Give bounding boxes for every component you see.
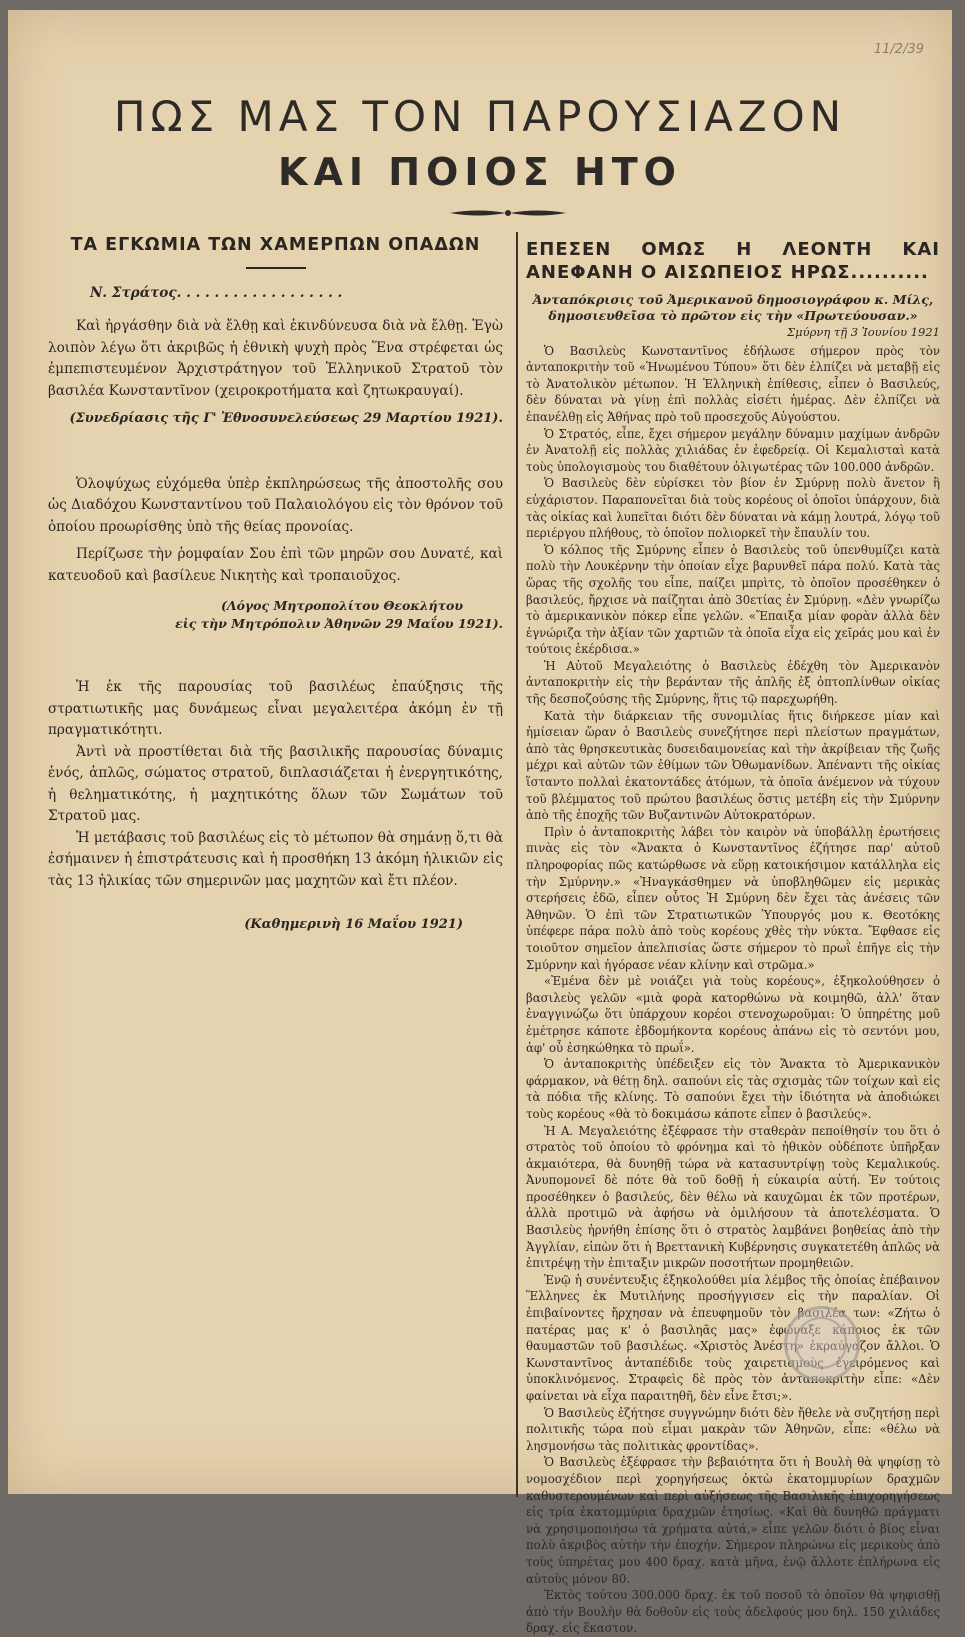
left-paragraph-3: Περίζωσε τὴν ῥομφαίαν Σου ἐπὶ τῶν μηρῶν σου Δυνατέ, καὶ κατευοδοῦ καὶ βασίλευε Νικητὴς καὶ τροπαιοῦχος.: [48, 546, 503, 584]
left-source-1: (Συνεδρίασις τῆς Γ' Ἐθνοσυνελεύσεως 29 Μαρτίου 1921).: [69, 411, 503, 426]
right-paragraph: Ἡ Α. Μεγαλειότης ἐξέφρασε τὴν σταθερὰν πεποίθησίν του ὅτι ὁ στρατὸς τοῦ ὁποίου τὸ φρόνημα καὶ τὸ ἠθικὸν οὐδέποτε ὑπῆρξαν ἀκμαιότερα, θὰ δυνηθῇ τώρα νὰ κατασυντρίψῃ τοὺς Κεμαλικούς. Ἀνυπομονεῖ δὲ πότε θὰ τοῦ δοθῇ ἡ εὐκαιρία αὐτή. Ἐν τούτοις προσέθηκεν ὁ βασιλεύς, δὲν θέλω νὰ καυχῶμαι ἐκ τῶν προτέρων, ἀλλὰ προτιμῶ νὰ ἀφήσω νὰ ὁμιλήσουν τὰ ἀποτελέσματα. Ὁ Βασιλεὺς ἠρνήθη ἐπίσης ὅτι ὁ στρατὸς λαμβάνει βοηθείας ἀπὸ τὴν Ἀγγλίαν, εἰπὼν ὅτι ἡ Βρεττανικὴ Κυβέρνησις συγκατετέθη ἁπλῶς νὰ ἐπιτρέψῃ τὴν ἐπιταξιν μικρῶν ποσοτήτων προμηθειῶν.: [526, 1123, 940, 1271]
right-paragraph: Ἐνῷ ἡ συνέντευξις ἐξηκολούθει μία λέμβος τῆς ὁποίας ἐπέβαινον Ἕλληνες ἐκ Μυτιλήνης προσήγγισεν εἰς τὴν παραλίαν. Οἱ ἐπιβαίνοντες ἤρχησαν νὰ ἐπευφημοῦν τὸν βασιλέα των: «Ζήτω ὁ πατέρας μας κ' ὁ βασιληᾶς μας» ἐφώναξε κάποιος ἐκ τῶν θαυμαστῶν τοῦ βασιλέως. «Χριστὸς Ἀνέστη» ἐκραύγαζον ἄλλοι. Ὁ Κωνσταντῖνος ἀνταπέδιδε τοὺς χαιρετισμοὺς ἐγειρόμενος καὶ ὑποκλινόμενος. Στραφεὶς δὲ πρὸς τὸν ἀνταποκριτὴν εἶπε: «Δὲν φαίνεται νὰ εἶχα παραιτηθῆ, δὲν εἶνε ἔτσι;».: [526, 1272, 940, 1403]
left-source-2b: εἰς τὴν Μητρόπολιν Ἀθηνῶν 29 Μαΐου 1921).: [175, 616, 503, 631]
right-paragraph: Ὁ Βασιλεὺς Κωνσταντῖνος ἐδήλωσε σήμερον πρὸς τὸν ἀνταποκριτὴν τοῦ «Ἡνωμένου Τύπου» ὅτι δὲν ἐλπίζει νὰ μεταβῇ εἰς τὸ Ἀνατολικὸν μέτωπον. Ἡ Ἑλληνικὴ ἐπίθεσις, εἶπεν ὁ Βασιλεύς, δὲν δύναται νὰ γίνῃ ἐπὶ πολλὰς εἰσέτι ἡμέρας. Δὲν ἐλπίζει νὰ ἐπανέλθῃ εἰς Ἀθήνας πρὸ τοῦ προσεχοῦς Αὐγούστου.: [526, 343, 940, 424]
right-section-title: ΕΠΕΣΕΝ ΟΜΩΣ Η ΛΕΟΝΤΗ ΚΑΙ ΑΝΕΦΑΝΗ Ο ΑΙΣΩΠΕΙΟΣ ΗΡΩΣ..........: [526, 239, 940, 283]
left-source-2a: (Λόγος Μητροπολίτου Θεοκλήτου: [220, 598, 463, 613]
archive-seal-icon: [784, 1306, 860, 1382]
right-column: [526, 238, 940, 1637]
right-paragraph: Κατὰ τὴν διάρκειαν τῆς συνομιλίας ἥτις διήρκεσε μίαν καὶ ἡμίσειαν ὥραν ὁ Βασιλεὺς συνεζήτησε περὶ πλείστων πραγμάτων, ἀπὸ τὰς θρησκευτικὰς δυσειδαιμονείας καὶ τὴν ἀκρίβειαν τῆς ζωῆς μέχρι καὶ αὐτῶν τῶν ἐθίμων τῶν Ὀθωμανίδων. Ἀπέναντι τῆς οἰκίας ἵσταντο πολλαὶ ἑκατοντάδες ἀτόμων, τὰ ὁποῖα ἀνέμενον νὰ τύχουν τοῦ βλέμματος τοῦ πρώτου βασιλέως ὅστις μετέβη εἰς τὴν Σμύρνην ἀπὸ τῆς ἐποχῆς τῶν Βυζαντινῶν Αὐτοκρατόρων.: [526, 708, 940, 823]
left-paragraph-5: Ἀντὶ νὰ προστίθεται διὰ τῆς βασιλικῆς παρουσίας δύναμις ἑνός, ἁπλῶς, σώματος στρατοῦ, διπλασιάζεται ἡ ἐνεργητικότης, ἡ θεληματικότης, ἡ μαχητικότης ὅλων τῶν Σωμάτων τοῦ Στρατοῦ μας.: [48, 743, 503, 824]
right-paragraph: Πρὶν ὁ ἀνταποκριτὴς λάβει τὸν καιρὸν νὰ ὑποβάλλῃ ἐρωτήσεις πινὰς εἰς τὸν «Ἄνακτα ὁ Κωνσταντῖνος ἐζήτησε παρ' αὐτοῦ πληροφορίας πῶς κατώρθωσε νὰ εὕρῃ κατοικήσιμον κατάλληλα εἰς τὴν Σμύρνην.» «Ἠναγκάσθημεν νὰ ὑποβληθῶμεν εἰς μερικὰς στερήσεις ἐδῶ, εἶπεν οὗτος Ἡ Σμύρνη δὲν ἔχει τὰς ἀνέσεις τῶν Ἀθηνῶν. Ὁ ἐπὶ τῶν Στρατιωτικῶν Ὑπουργός μου κ. Θεοτόκης ὑπέφερε πάρα πολὺ ἀπὸ τοὺς κορέους χθὲς τὴν νύκτα. Ἔφθασε εἰς τοιοῦτον σημεῖον ἀπελπισίας ὥστε σήμερον τὸ πρωῒ ἐπῆγε εἰς τὴν Σμύρνην καὶ ἠγόρασε νέαν κλίνην καὶ στρῶμα.»: [526, 824, 940, 972]
headline-line-1: ΠΩΣ ΜΑΣ ΤΟΝ ΠΑΡΟΥΣΙΑΖΟΝ: [113, 92, 847, 141]
right-paragraph: Ὁ κόλπος τῆς Σμύρνης εἶπεν ὁ Βασιλεὺς τοῦ ὑπενθυμίζει κατὰ πολὺ τὴν Λουκέρνην τὴν ὁποίαν εἶχε βαρυνθεῖ πάρα πολύ. Κατὰ τὰς ὥρας τῆς σχολῆς του εἶπε, παίζει μπρὶτς, τὸ ὁποῖον προσέθηκεν ὁ βασιλεύς, ἤρχισε νὰ παίζηται ἀπὸ 30ετίας ἐν Σμύρνῃ. «Δὲν γνωρίζω τὸ ἀμερικανικὸν πόκερ εἶπε γελῶν. «Ἔπαιξα μίαν φορὰν ἀλλὰ δὲν ἐγνώριζα τὴν ἀξίαν τῶν χαρτιῶν τὰ ὁποῖα εἶχα εἰς χεῖράς μου καὶ ἐν τούτοις ἐκέρδισα.»: [526, 542, 940, 657]
left-paragraph-6: Ἡ μετάβασις τοῦ βασιλέως εἰς τὸ μέτωπον θὰ σημάνῃ ὅ,τι θὰ ἐσήμαινεν ἡ ἐπιστράτευσις καὶ ἡ προσθήκη 13 ἀκόμη ἡλικιῶν εἰς τὰς 13 ἡλικίας τῶν σημερινῶν μας μαχητῶν καὶ ἔτι πλέον.: [48, 829, 503, 889]
right-paragraph: Ἐκτὸς τούτου 300.000 δραχ. ἐκ τοῦ ποσοῦ τὸ ὁποῖον θὰ ψηφισθῇ ἀπὸ τὴν Βουλὴν θὰ δοθοῦν εἰς τοὺς ἀδελφούς μου δηλ. 150 χιλιάδες δραχ. εἰς ἕκαστον.: [526, 1588, 940, 1636]
document-page: [8, 10, 952, 1636]
right-paragraph: Ὁ ἀνταποκριτὴς ὑπέδειξεν εἰς τὸν Ἄνακτα τὸ Ἀμερικανικὸν φάρμακον, νὰ θέτῃ δηλ. σαπούνι εἰς τὰς σχισμὰς τῶν τοίχων καὶ εἰς τὰ πόδια τῆς κλίνης. Τὸ σαπούνι ἔχει τὴν ἰδιότητα νὰ ἀποδιώκει τοὺς κορέους «θὰ τὸ δοκιμάσω κάποτε εἶπεν ὁ βασιλεύς».: [526, 1057, 940, 1121]
left-paragraph-4: Ἡ ἐκ τῆς παρουσίας τοῦ βασιλέως ἐπαύξησις τῆς στρατιωτικῆς μας δυνάμεως εἶναι μεγαλειτέρα ἀκόμη ἐν τῇ πραγματικότητι.: [48, 679, 503, 738]
right-paragraph: Ὁ Στρατός, εἶπε, ἔχει σήμερον μεγάλην δύναμιν μαχίμων ἀνδρῶν ἐν Ἀνατολῇ εἰς πολλὰς χιλιάδας ἐν ἐφεδρείᾳ. Οἱ Κεμαλισταὶ κατὰ τοὺς ὑπολογισμοὺς του διαθέτουν ὀλιγωτέρας τῶν 100.000 ἀνδρῶν.: [526, 426, 940, 474]
left-section-title: ΤΑ ΕΓΚΩΜΙΑ ΤΩΝ ΧΑΜΕΡΠΩΝ ΟΠΑΔΩΝ: [70, 235, 481, 255]
headline-line-2: ΚΑΙ ΠΟΙΟΣ ΗΤΟ: [278, 150, 682, 194]
right-dateline: Σμύρνη τῇ 3 Ἰουνίου 1921: [786, 325, 940, 339]
column-divider: [516, 232, 518, 1497]
archive-date-note: 11/2/39: [873, 42, 924, 57]
right-paragraph: Ἡ Αὐτοῦ Μεγαλειότης ὁ Βασιλεὺς ἐδέχθη τὸν Ἀμερικανὸν ἀνταποκριτὴν εἰς τὴν βεράνταν τῆς ἀπλῆς ἐξ ὀπτοπλίνθων οἰκίας τῆς δεσποζούσης τῆς Σμύρνης, ἥτις τῷ παρεχωρήθη.: [526, 658, 940, 707]
speaker-line: Ν. Στράτος. . . . . . . . . . . . . . . . . .: [90, 284, 343, 301]
left-title-rule: [246, 267, 306, 269]
right-subtitle: Ἀνταπόκρισις τοῦ Ἀμερικανοῦ δημοσιογράφου κ. Μίλς, δημοσιευθεῖσα τὸ πρῶτον εἰς τὴν «Πρωτεύουσαν.»: [532, 292, 934, 323]
right-paragraph: Ὁ Βασιλεὺς ἐζήτησε συγγνώμην διότι δὲν ἤθελε νὰ συζητήσῃ περὶ πολιτικῆς τώρα ποὺ εἶμαι μακρὰν τῶν Ἀθηνῶν, εἶπε: «θέλω νὰ λησμονήσω τὰς πολιτικὰς φροντίδας».: [526, 1405, 940, 1453]
left-paragraph-2: Ὁλοψύχως εὐχόμεθα ὑπὲρ ἐκπληρώσεως τῆς ἀποστολῆς σου ὡς Διαδόχου Κωνσταντίνου τοῦ Παλαιολόγου εἰς τὸν θρόνον τοῦ ὁποίου προωρίσθης ὑπὸ τῆς θείας προνοίας.: [48, 475, 503, 535]
ornament-divider-icon: [448, 206, 568, 220]
right-paragraph: Ὁ Βασιλεὺς ἐξέφρασε τὴν βεβαιότητα ὅτι ἡ Βουλὴ θὰ ψηφίσῃ τὸ νομοσχέδιον περὶ χορηγήσεως ὀκτὼ ἑκατομμυρίων δραχμῶν καθυστερουμένων καὶ περὶ αὐξήσεως τῆς Βασιλικῆς ἐπιχορηγήσεως εἰς τρία ἑκατομμύρια δραχμῶν ἐτησίως. «Καὶ θὰ δυνηθῶ πράγματι νὰ χρησιμοποιήσω τὰ χρήματα αὐτά,» εἶπε γελῶν διότι ὁ βίος εἶναι πολὺ ἀκριβὸς αὐτὴν τὴν ἐποχήν. Σήμερον πληρώνω εἰς μερικοὺς ἀπὸ τοὺς ὑπηρέτας μου 400 δραχ. κατὰ μῆνα, ἐνῷ ἄλλοτε ἐπλήρωνα εἰς αὐτοὺς μόνον 80.: [526, 1455, 940, 1586]
left-paragraph-1: Καὶ ἠργάσθην διὰ νὰ ἔλθῃ καὶ ἐκινδύνευσα διὰ νὰ ἔλθῃ. Ἐγὼ λοιπὸν λέγω ὅτι ἀκριβῶς ἡ ἐθνικὴ ψυχὴ πρὸς Ἕνα στρέφεται ὡς ἐμπεπιστευμένον Ἀρχιστράτηγον τοῦ Ἑλληνικοῦ Στρατοῦ τὸν βασιλέα Κωνσταντῖνον (χειροκροτήματα καὶ ζητωκραυγαί).: [48, 318, 503, 399]
left-column: [48, 235, 503, 936]
right-paragraph: Ὁ Βασιλεὺς δὲν εὑρίσκει τὸν βίον ἐν Σμύρνῃ πολὺ ἄνετον ἢ εὐχάριστον. Παραπονεῖται διὰ τοὺς κορέους οἱ ὁποῖοι ὑπάρχουν, διὰ τὰς οἰκίας καὶ λυπεῖται διότι δὲν δύναται νὰ κάμῃ λουτρά, λόγῳ τοῦ περιέργου πλήθους, τὸ ὁποῖον πολιορκεῖ τὴν ἔπαυλίν του.: [526, 476, 940, 541]
left-source-3: (Καθημερινὴ 16 Μαΐου 1921): [244, 917, 463, 932]
right-paragraph: «Ἐμένα δὲν μὲ νοιάζει γιὰ τοὺς κορέους», ἐξηκολούθησεν ὁ βασιλεὺς γελῶν «μιὰ φορὰ κατορθώνω νὰ κοιμηθῶ, ἀλλ' ὅταν ἐναγγινώζω ὅτι ὑπάρχουν κορέοι στενοχωροῦμαι: Ὁ ὑπηρέτης μοῦ ἐμέτρησε κάποτε ἑβδομήκοντα κορέους ἀπάνω εἰς τὸ σεντόνι μου, ἀφ' οὗ ἐσηκώθηκα τὸ πρωΐ».: [526, 974, 940, 1055]
